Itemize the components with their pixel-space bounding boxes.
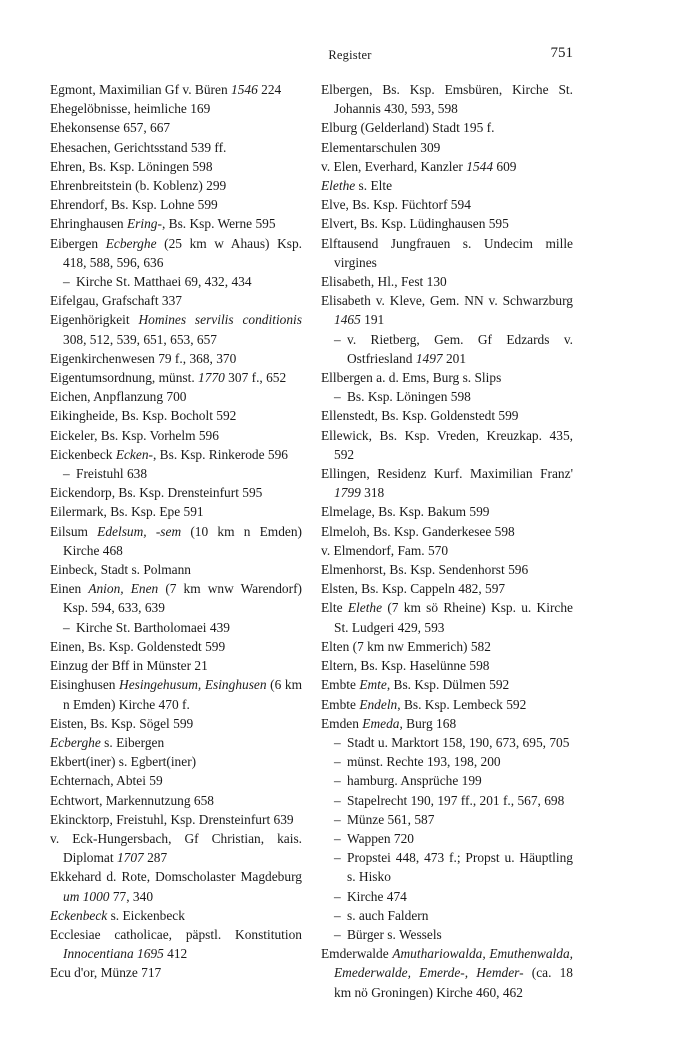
index-subentry <box>321 906 573 925</box>
subentry-dash: – <box>334 734 341 750</box>
entry-text: Echternach, Abtei 59 <box>50 773 163 789</box>
index-entry <box>321 138 573 157</box>
entry-italic-text: Ering- <box>126 216 162 232</box>
entry-text: münst. Rechte 193, 198, 200 <box>347 754 501 770</box>
index-entry <box>321 675 573 694</box>
subentry-dash: – <box>63 619 70 635</box>
entry-text: 287 <box>143 850 168 866</box>
index-entry <box>321 656 573 675</box>
entry-italic-text: 1465 <box>334 312 361 328</box>
index-entry <box>50 426 302 445</box>
index-entry <box>321 944 573 1002</box>
entry-italic-text: 1544 <box>466 158 494 174</box>
entry-text: Elementarschulen 309 <box>321 139 441 155</box>
subentry-dash: – <box>334 754 341 770</box>
subentry-dash: – <box>63 466 70 482</box>
entry-text: (7 km wnw Warendorf) Ksp. 594, 633, 639 <box>63 581 302 616</box>
entry-italic-text: 1770 <box>198 370 225 386</box>
entry-text: 191 <box>360 312 385 328</box>
entry-text: Eifelgau, Grafschaft 337 <box>50 293 182 309</box>
index-entry <box>50 118 302 137</box>
entry-text: 308, 512, 539, 651, 653, 657 <box>63 331 217 347</box>
entry-text: v. Rietberg, Gem. Gf Edzards v. Ostfriesland <box>347 331 573 366</box>
entry-text: (7 km sö Rheine) Ksp. u. Kirche St. Ludgeri 429, 593 <box>334 600 573 635</box>
entry-text: Ekincktorp, Freistuhl, Ksp. Drensteinfurt 639 <box>50 811 294 827</box>
entry-text: Embte <box>321 677 360 693</box>
entry-text: , Burg 168 <box>399 715 457 731</box>
index-subentry <box>321 810 573 829</box>
entry-text: Ehekonsense 657, 667 <box>50 120 171 136</box>
index-entry <box>50 310 302 348</box>
index-subentry <box>321 887 573 906</box>
index-entry <box>50 733 302 752</box>
index-entry <box>321 176 573 195</box>
entry-text: 609 <box>493 158 517 174</box>
entry-italic-text: Innocentiana 1695 <box>63 946 164 962</box>
entry-text: Eickeler, Bs. Ksp. Vorhelm 596 <box>50 427 219 443</box>
entry-text: Eikingheide, Bs. Ksp. Bocholt 592 <box>50 408 237 424</box>
subentry-dash: – <box>334 850 341 866</box>
subentry-dash: – <box>334 907 341 923</box>
entry-text: Ellingen, Residenz Kurf. Maximilian Franz' <box>321 466 573 482</box>
entry-text: Elmenhorst, Bs. Ksp. Sendenhorst 596 <box>321 562 529 578</box>
index-entry <box>50 867 302 905</box>
entry-text: Elte <box>321 600 348 616</box>
entry-text: Eichen, Anpflanzung 700 <box>50 389 187 405</box>
entry-text: Wappen 720 <box>347 830 414 846</box>
entry-text: Kirche St. Matthaei 69, 432, 434 <box>76 274 252 290</box>
entry-text: Eigentumsordnung, münst. <box>50 370 199 386</box>
index-entry <box>50 445 302 464</box>
entry-text: Ehringhausen <box>50 216 127 232</box>
entry-text: Elmeloh, Bs. Ksp. Ganderkesee 598 <box>321 523 515 539</box>
index-entry <box>50 925 302 963</box>
entry-text: Emden <box>321 715 363 731</box>
entry-text: 77, 340 <box>109 888 154 904</box>
entry-text: Eilsum <box>50 523 98 539</box>
subentry-dash: – <box>334 888 341 904</box>
entry-italic-text: Ecken- <box>115 446 153 462</box>
entry-text: Ecu d'or, Münze 717 <box>50 965 162 981</box>
index-entry <box>50 214 302 233</box>
entry-italic-text: Anion, Enen <box>88 581 159 597</box>
index-subentry <box>321 925 573 944</box>
subentry-dash: – <box>334 926 341 942</box>
index-entry <box>50 349 302 368</box>
entry-italic-text: Ecberghe <box>105 235 157 251</box>
index-entry <box>50 291 302 310</box>
index-entry <box>50 234 302 272</box>
entry-text: Freistuhl 638 <box>76 466 148 482</box>
index-entry <box>50 387 302 406</box>
entry-italic-text: Homines servilis conditionis <box>138 312 302 328</box>
entry-text: Kirche 474 <box>347 888 407 904</box>
entry-text: , Bs. Ksp. Werne 595 <box>161 216 276 232</box>
entry-text: Eibergen <box>50 235 106 251</box>
entry-text: Ehesachen, Gerichtsstand 539 ff. <box>50 139 227 155</box>
index-entry <box>321 426 573 464</box>
entry-text: v. Elmendorf, Fam. 570 <box>321 542 449 558</box>
entry-text: Ehrenbreitstein (b. Koblenz) 299 <box>50 178 227 194</box>
entry-text: , Bs. Ksp. Dülmen 592 <box>386 677 510 693</box>
subentry-dash: – <box>334 331 341 347</box>
index-subentry <box>321 771 573 790</box>
entry-text: (25 km w Ahaus) Ksp. 418, 588, 596, 636 <box>63 235 303 270</box>
index-subentry <box>321 733 573 752</box>
entry-text: Münze 561, 587 <box>347 811 435 827</box>
index-entry <box>321 637 573 656</box>
index-column-left <box>50 80 302 983</box>
entry-italic-text: um 1000 <box>63 888 110 904</box>
entry-text: Ehegelöbnisse, heimliche 169 <box>50 101 211 117</box>
entry-text: , Bs. Ksp. Lembeck 592 <box>397 696 527 712</box>
entry-text: Eigenkirchenwesen 79 f., 368, 370 <box>50 350 237 366</box>
entry-text: Elten (7 km nw Emmerich) 582 <box>321 638 491 654</box>
index-subentry <box>321 330 573 368</box>
index-entry <box>321 502 573 521</box>
index-entry <box>50 906 302 925</box>
entry-italic-text: Eckenbeck <box>50 907 108 923</box>
entry-text: , Bs. Ksp. Rinkerode 596 <box>152 446 289 462</box>
entry-italic-text: 1707 <box>116 850 144 866</box>
index-entry <box>50 579 302 617</box>
entry-text: Ellbergen a. d. Ems, Burg s. Slips <box>321 370 502 386</box>
subentry-dash: – <box>334 389 341 405</box>
index-entry <box>50 176 302 195</box>
entry-text: Echtwort, Markennutzung 658 <box>50 792 214 808</box>
entry-text: Einen, Bs. Ksp. Goldenstedt 599 <box>50 638 226 654</box>
entry-text: Eickenbeck <box>50 446 116 462</box>
index-entry <box>321 272 573 291</box>
entry-text: Elbergen, Bs. Ksp. Emsbüren, Kirche St. Johannis 430, 593, 598 <box>321 82 573 117</box>
entry-text: Ekbert(iner) s. Egbert(iner) <box>50 754 197 770</box>
entry-text: 201 <box>442 350 467 366</box>
entry-italic-text: Hesingehusum, Esinghusen <box>119 677 267 693</box>
index-entry <box>50 829 302 867</box>
entry-italic-text: 1799 <box>334 485 361 501</box>
entry-text: Einen <box>50 581 89 597</box>
entry-italic-text: 1497 <box>415 350 443 366</box>
index-subentry <box>321 791 573 810</box>
index-entry <box>321 118 573 137</box>
index-entry <box>321 80 573 118</box>
index-entry <box>50 502 302 521</box>
index-subentry <box>321 752 573 771</box>
index-entry <box>321 541 573 560</box>
index-subentry <box>321 387 573 406</box>
index-entry <box>50 752 302 771</box>
entry-text: Eilermark, Bs. Ksp. Epe 591 <box>50 504 204 520</box>
index-entry <box>321 157 573 176</box>
index-entry <box>321 406 573 425</box>
entry-text: 307 f., 652 <box>224 370 287 386</box>
entry-text: Stadt u. Marktort 158, 190, 673, 695, 705 <box>347 734 570 750</box>
index-entry <box>321 195 573 214</box>
index-entry <box>321 291 573 329</box>
entry-text: Ellewick, Bs. Ksp. Vreden, Kreuzkap. 435, 592 <box>321 427 573 462</box>
entry-text: s. Eickenbeck <box>107 907 185 923</box>
index-entry <box>50 963 302 982</box>
index-entry <box>50 406 302 425</box>
index-entry <box>50 714 302 733</box>
index-entry <box>321 579 573 598</box>
subentry-dash: – <box>334 811 341 827</box>
entry-text: Eisinghusen <box>50 677 120 693</box>
entry-text: (10 km n Emden) Kirche 468 <box>63 523 302 558</box>
entry-text: v. Eck-Hungersbach, Gf Christian, kais. Diplomat <box>50 830 302 866</box>
entry-text: 318 <box>360 485 385 501</box>
index-column-right <box>321 80 573 1002</box>
entry-text: hamburg. Ansprüche 199 <box>347 773 482 789</box>
entry-text: Stapelrecht 190, 197 ff., 201 f., 567, 698 <box>347 792 565 808</box>
index-subentry <box>321 848 573 886</box>
index-entry <box>321 234 573 272</box>
index-entry <box>50 157 302 176</box>
entry-text: Propstei 448, 473 f.; Propst u. Häuptling s. Hisko <box>347 850 573 885</box>
running-header: Register <box>328 48 372 62</box>
entry-text: Elve, Bs. Ksp. Füchtorf 594 <box>321 197 471 213</box>
index-entry <box>321 714 573 733</box>
entry-text: Bs. Ksp. Löningen 598 <box>347 389 471 405</box>
entry-text: Eigenhörigkeit <box>50 312 139 328</box>
entry-text: Embte <box>321 696 360 712</box>
entry-text: Eickendorp, Bs. Ksp. Drensteinfurt 595 <box>50 485 263 501</box>
entry-text: Emderwalde <box>321 946 393 962</box>
entry-text: 224 <box>257 82 282 97</box>
index-entry <box>50 771 302 790</box>
index-subentry <box>321 829 573 848</box>
entry-text: (ca. 18 km nö Groningen) Kirche 460, 462 <box>334 965 574 1000</box>
entry-italic-text: Elethe <box>347 600 383 616</box>
entry-text: Elburg (Gelderland) Stadt 195 f. <box>321 120 495 136</box>
entry-text: Elmelage, Bs. Ksp. Bakum 599 <box>321 504 490 520</box>
entry-text: s. Elte <box>355 178 393 194</box>
entry-text: Elvert, Bs. Ksp. Lüdinghausen 595 <box>321 216 509 232</box>
index-entry <box>321 464 573 502</box>
subentry-dash: – <box>334 792 341 808</box>
entry-italic-text: Emeda <box>362 715 400 731</box>
index-entry <box>50 656 302 675</box>
entry-text: Elisabeth v. Kleve, Gem. NN v. Schwarzburg <box>321 293 573 309</box>
entry-text: Eisten, Bs. Ksp. Sögel 599 <box>50 715 194 731</box>
entry-italic-text: Elethe <box>321 178 356 194</box>
entry-italic-text: Emte <box>359 677 387 693</box>
index-entry <box>50 483 302 502</box>
index-entry <box>50 368 302 387</box>
subentry-dash: – <box>334 773 341 789</box>
entry-text: 412 <box>163 946 188 962</box>
entry-text: Einbeck, Stadt s. Polmann <box>50 562 191 578</box>
entry-text: Ehrendorf, Bs. Ksp. Lohne 599 <box>50 197 218 213</box>
entry-italic-text: Amuthariowalda, Emuthenwalda, Emederwalde, Emerde-, Hemder- <box>334 946 574 981</box>
entry-text: Ellenstedt, Bs. Ksp. Goldenstedt 599 <box>321 408 519 424</box>
index-subentry <box>50 464 302 483</box>
entry-text: Kirche St. Bartholomaei 439 <box>76 619 230 635</box>
index-entry <box>50 99 302 118</box>
entry-text: Ehren, Bs. Ksp. Löningen 598 <box>50 158 213 174</box>
entry-text: Einzug der Bff in Münster 21 <box>50 658 208 674</box>
index-entry <box>321 695 573 714</box>
entry-italic-text: Edelsum, -sem <box>97 523 182 539</box>
entry-text: s. auch Faldern <box>347 907 429 923</box>
index-subentry <box>50 272 302 291</box>
entry-italic-text: Ecberghe <box>50 734 101 750</box>
entry-text: Bürger s. Wessels <box>347 926 442 942</box>
entry-text: Eltern, Bs. Ksp. Haselünne 598 <box>321 658 490 674</box>
entry-text: Elftausend Jungfrauen s. Undecim mille virgines <box>321 235 573 270</box>
index-entry <box>321 368 573 387</box>
index-entry <box>50 791 302 810</box>
page-number: 751 <box>550 45 573 61</box>
index-subentry <box>50 618 302 637</box>
index-entry <box>50 560 302 579</box>
subentry-dash: – <box>63 274 70 290</box>
index-entry <box>50 80 302 99</box>
entry-text: Egmont, Maximilian Gf v. Büren <box>50 82 231 97</box>
entry-text: v. Elen, Everhard, Kanzler <box>321 158 467 174</box>
entry-italic-text: Endeln <box>359 696 398 712</box>
index-entry <box>50 522 302 560</box>
index-entry <box>50 637 302 656</box>
entry-text: Ekkehard d. Rote, Domscholaster Magdeburg <box>50 869 302 885</box>
index-entry <box>50 138 302 157</box>
index-entry <box>50 195 302 214</box>
index-entry <box>321 522 573 541</box>
entry-text: Elsten, Bs. Ksp. Cappeln 482, 597 <box>321 581 506 597</box>
index-entry <box>321 598 573 636</box>
entry-text: s. Eibergen <box>100 734 165 750</box>
entry-text: Elisabeth, Hl., Fest 130 <box>321 274 447 290</box>
index-entry <box>321 560 573 579</box>
index-entry <box>50 810 302 829</box>
entry-italic-text: 1546 <box>231 82 258 97</box>
subentry-dash: – <box>334 830 341 846</box>
index-entry <box>321 214 573 233</box>
index-entry <box>50 675 302 713</box>
entry-text: (6 km n Emden) Kirche 470 f. <box>63 677 302 712</box>
entry-text: Ecclesiae catholicae, päpstl. Konstitution <box>50 926 302 942</box>
